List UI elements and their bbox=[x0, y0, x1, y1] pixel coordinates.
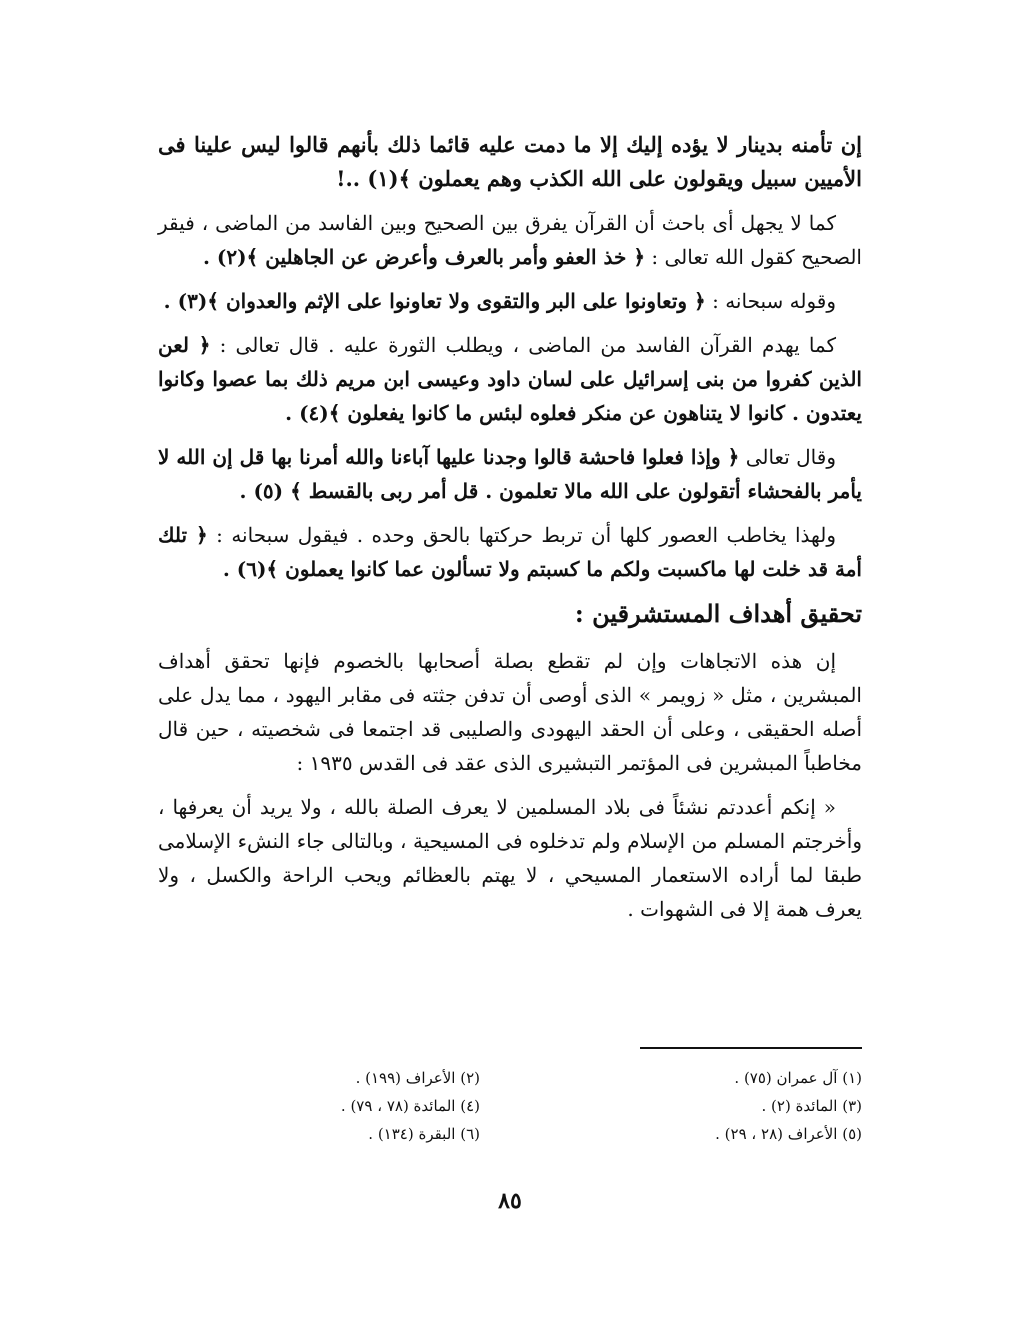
footnote-2: (٢) الأعراف (١٩٩) . bbox=[355, 1069, 480, 1087]
footnote-3: (٣) المائدة (٢) . bbox=[761, 1097, 862, 1115]
body-paragraph bbox=[158, 518, 862, 586]
footnote-4: (٤) المائدة (٧٨ ، ٧٩) . bbox=[340, 1097, 480, 1115]
body-paragraph bbox=[158, 440, 862, 508]
footnote-1: (١) آل عمران (٧٥) . bbox=[734, 1069, 862, 1087]
body-paragraph bbox=[158, 206, 862, 274]
body-paragraph bbox=[158, 284, 862, 318]
footnote-divider bbox=[640, 1047, 862, 1049]
footnotes bbox=[290, 1064, 862, 1148]
paragraph-text: كما لا يجهل أى باحث أن القرآن يفرق بين الصحيح وبين الفاسد من الماضى ، فيقر الصحيح كقول الله تعالى : bbox=[158, 211, 862, 269]
quran-verse: ﴿ وتعاونوا على البر والتقوى ولا تعاونوا على الإثم والعدوان ﴾(٣) . bbox=[163, 289, 706, 313]
footnote-row bbox=[290, 1120, 862, 1148]
paragraph-text: وقال تعالى bbox=[739, 445, 836, 469]
quran-verse: ﴿ لعن الذين كفروا من بنى إسرائيل على لسان داود وعيسى ابن مريم ذلك بما عصوا وكانوا يعتدون . كانوا لا يتناهون عن منكر فعلوه لبئس ما كانوا يفعلون ﴾(٤) . bbox=[158, 333, 862, 425]
footnote-row bbox=[290, 1064, 862, 1092]
footnote-6: (٦) البقرة (١٣٤) . bbox=[368, 1125, 480, 1143]
quran-verse-paragraph: إن تأمنه بدينار لا يؤده إليك إلا ما دمت عليه قائما ذلك بأنهم قالوا ليس علينا فى الأميين سبيل ويقولون على الله الكذب وهم يعملون ﴾(١) ..! bbox=[158, 132, 862, 191]
body-paragraph: إن هذه الاتجاهات وإن لم تقطع بصلة أصحابها بالخصوم فإنها تحقق أهداف المبشرين ، مثل « زويمر » الذى أوصى أن تدفن جثته فى مقابر اليهود ، مما يدل على أصله الحقيقى ، وعلى أن الحقد اليهودى والصليبى قد اجتمعا فى شخصيته ، حين قال مخاطباً المبشرين فى المؤتمر التبشيرى الذى عقد فى القدس ١٩٣٥ : bbox=[158, 649, 862, 775]
quran-verse: ﴿ وإذا فعلوا فاحشة قالوا وجدنا عليها آباءنا والله أمرنا بها قل إن الله لا يأمر بالفحشاء أتقولون على الله مالا تعلمون . قل أمر ربى بالقسط ﴾ (٥) . bbox=[158, 445, 862, 503]
footnote-5: (٥) الأعراف (٢٨ ، ٢٩) . bbox=[715, 1125, 862, 1143]
paragraph-text: وقوله سبحانه : bbox=[705, 289, 836, 313]
paragraph-text: كما يهدم القرآن الفاسد من الماضى ، ويطلب الثورة عليه . قال تعالى : bbox=[210, 333, 836, 357]
quote-paragraph: « إنكم أعددتم نشئاً فى بلاد المسلمين لا يعرف الصلة بالله ، ولا يريد أن يعرفها ، وأخرجتم المسلم من الإسلام ولم تدخلوه فى المسيحية ، وبالتالى جاء النشء الإسلامى طبقا لما أراده الاستعمار المسيحي ، لا يهتم بالعظائم ويحب الراحة والكسل ، ولا يعرف همة إلا فى الشهوات . bbox=[158, 795, 862, 921]
quran-verse: ﴿ خذ العفو وأمر بالعرف وأعرض عن الجاهلين ﴾(٢) . bbox=[202, 245, 646, 269]
paragraph-text: ولهذا يخاطب العصور كلها أن تربط حركتها بالحق وحده . فيقول سبحانه : bbox=[207, 523, 836, 547]
footnote-row bbox=[290, 1092, 862, 1120]
page-body bbox=[158, 128, 862, 936]
quran-verse: ﴿ تلك أمة قد خلت لها ماكسبت ولكم ما كسبتم ولا تسألون عما كانوا يعملون ﴾(٦) . bbox=[158, 523, 862, 581]
section-heading: تحقيق أهداف المستشرقين : bbox=[574, 599, 862, 628]
page-number: ٨٥ bbox=[498, 1188, 522, 1214]
body-paragraph bbox=[158, 328, 862, 430]
